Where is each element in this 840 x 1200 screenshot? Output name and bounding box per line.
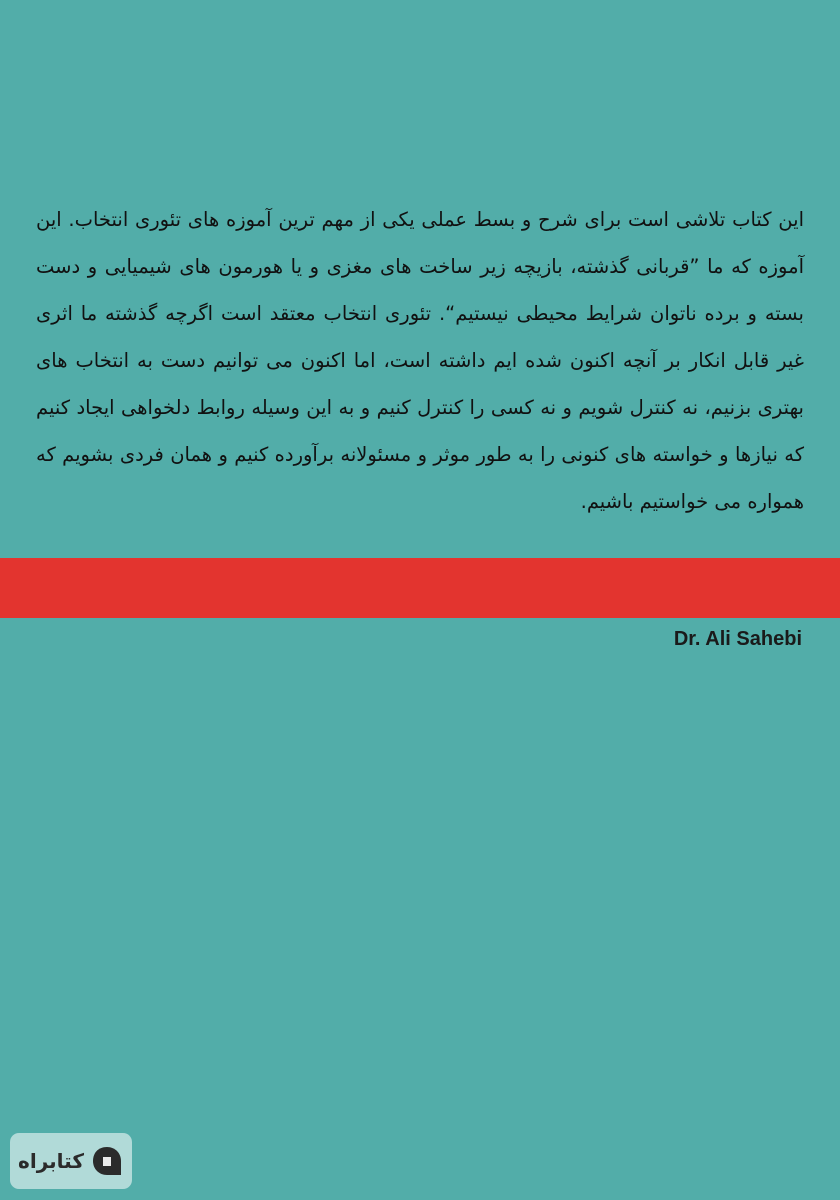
back-cover-blurb: این کتاب تلاشی است برای شرح و بسط عملی یکی از مهم ترین آموزه های تئوری انتخاب. این آموزه که ما ”قربانی گذشته، بازیچه زیر ساخت های مغزی و یا هورمون های شیمیایی و دست بسته و برده ناتوان شرایط محیطی نیستیم“. تئوری انتخاب معتقد است اگرچه گذشته ما اثری غیر قابل انکار بر آنچه اکنون شده ایم داشته است، اما اکنون می توانیم دست به انتخاب های بهتری بزنیم، نه کنترل شویم و نه کسی را کنترل کنیم و به این وسیله روابط دلخواهی ایجاد کنیم که نیازها و خواسته های کنونی را به طور موثر و مسئولانه برآورده کنیم و همان فردی بشویم که همواره می خواستیم باشیم. xyxy=(36,208,804,513)
publisher-logo-badge[interactable] xyxy=(10,1133,132,1189)
ketabrah-logo-text: کتابراه xyxy=(18,1149,84,1173)
author-name: Dr. Ali Sahebi xyxy=(673,628,802,650)
ketabrah-logo-icon xyxy=(90,1144,124,1178)
red-band-divider xyxy=(0,558,840,618)
